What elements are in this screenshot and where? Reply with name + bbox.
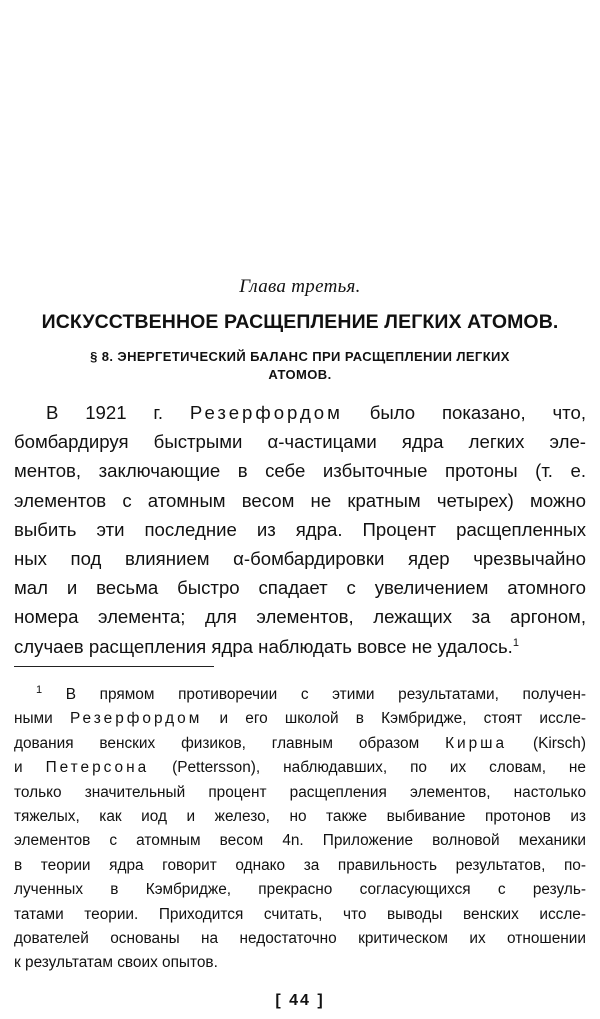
- footnote-text-segment: и его школой в Кэмбридже, стоят иссле-: [219, 710, 586, 728]
- footnote-line-12: к результатам своих опытов.: [14, 954, 218, 972]
- footnote-line-5: только значительный процент расщепления элементов, настолько: [14, 783, 586, 801]
- footnote-text-segment: (Pettersson), наблюдавших, по их словам, не: [172, 759, 586, 777]
- footnote-text-segment: и: [14, 759, 23, 777]
- body-paragraph: [14, 398, 586, 661]
- author-name-kirsch: Кирша: [445, 734, 508, 752]
- chapter-label: Глава третья.: [239, 276, 361, 297]
- body-text-segment: случаев расщепления ядра наблюдать вовсе не удалось.: [14, 635, 513, 657]
- page-number: [ 44 ]: [275, 992, 325, 1009]
- body-line-3: ментов, заключающие в себе избыточные протоны (т. е.: [14, 460, 586, 482]
- body-text-segment: было показано, что,: [369, 402, 586, 423]
- footnote-line-6: тяжелых, как иод и железо, но также выбивание протонов из: [14, 808, 586, 826]
- footnote-line-2: [14, 707, 586, 731]
- author-name-rutherford: Резерфордом: [189, 402, 343, 423]
- footnote-mark: 1: [36, 683, 43, 696]
- footnote-line-10: татами теории. Приходится считать, что выводы венских иссле-: [14, 905, 586, 923]
- chapter-title: ИСКУССТВЕННОЕ РАСЩЕПЛЕНИЕ ЛЕГКИХ АТОМОВ.: [41, 311, 559, 333]
- footnote-line-4: [14, 756, 586, 780]
- footnote-line-9: лученных в Кэмбридже, прекрасно согласующихся с резуль-: [14, 881, 586, 899]
- footnote-divider: [14, 666, 214, 667]
- footnote: [14, 683, 586, 976]
- footnote-text-segment: ными: [14, 710, 53, 728]
- section-title: [60, 348, 540, 384]
- body-line-6: ных под влиянием α-бомбардировки ядер чрезвычайно: [14, 548, 586, 570]
- body-line-1: [14, 398, 586, 427]
- author-name-pettersson: Петерсона: [45, 759, 150, 777]
- footnote-text-segment: (Kirsch): [532, 734, 586, 752]
- author-name-rutherford: Резерфордом: [69, 710, 203, 728]
- body-text-segment: В 1921 г.: [46, 402, 164, 423]
- body-line-2: бомбардируя быстрыми α-частицами ядра легких эле-: [14, 431, 586, 453]
- footnote-reference: 1: [512, 636, 519, 649]
- footnote-line-3: [14, 732, 586, 756]
- body-line-4: элементов с атомным весом не кратным четырех) можно: [14, 489, 586, 511]
- footnote-text-segment: дования венских физиков, главным образом: [14, 734, 420, 752]
- footnote-text-segment: В прямом противоречии с этими результатами, получен-: [65, 686, 586, 703]
- footnote-line-11: дователей основаны на недостаточно критическом их отношении: [14, 930, 586, 948]
- body-line-7: мал и весьма быстро спадает с увеличением атомного: [14, 577, 586, 599]
- body-line-5: выбить эти последние из ядра. Процент расщепленных: [14, 518, 586, 540]
- section-title-line-2: АТОМОВ.: [268, 367, 332, 382]
- body-line-9: [14, 632, 586, 661]
- footnote-line-8: в теории ядра говорит однако за правильность результатов, по-: [14, 856, 586, 874]
- body-line-8: номера элемента; для элементов, лежащих за аргоном,: [14, 606, 586, 628]
- footnote-line-1: [14, 683, 586, 707]
- section-title-line-1: § 8. ЭНЕРГЕТИЧЕСКИЙ БАЛАНС ПРИ РАСЩЕПЛЕНИИ ЛЕГКИХ: [90, 349, 510, 364]
- footnote-line-7: элементов с атомным весом 4n. Приложение волновой механики: [14, 832, 586, 850]
